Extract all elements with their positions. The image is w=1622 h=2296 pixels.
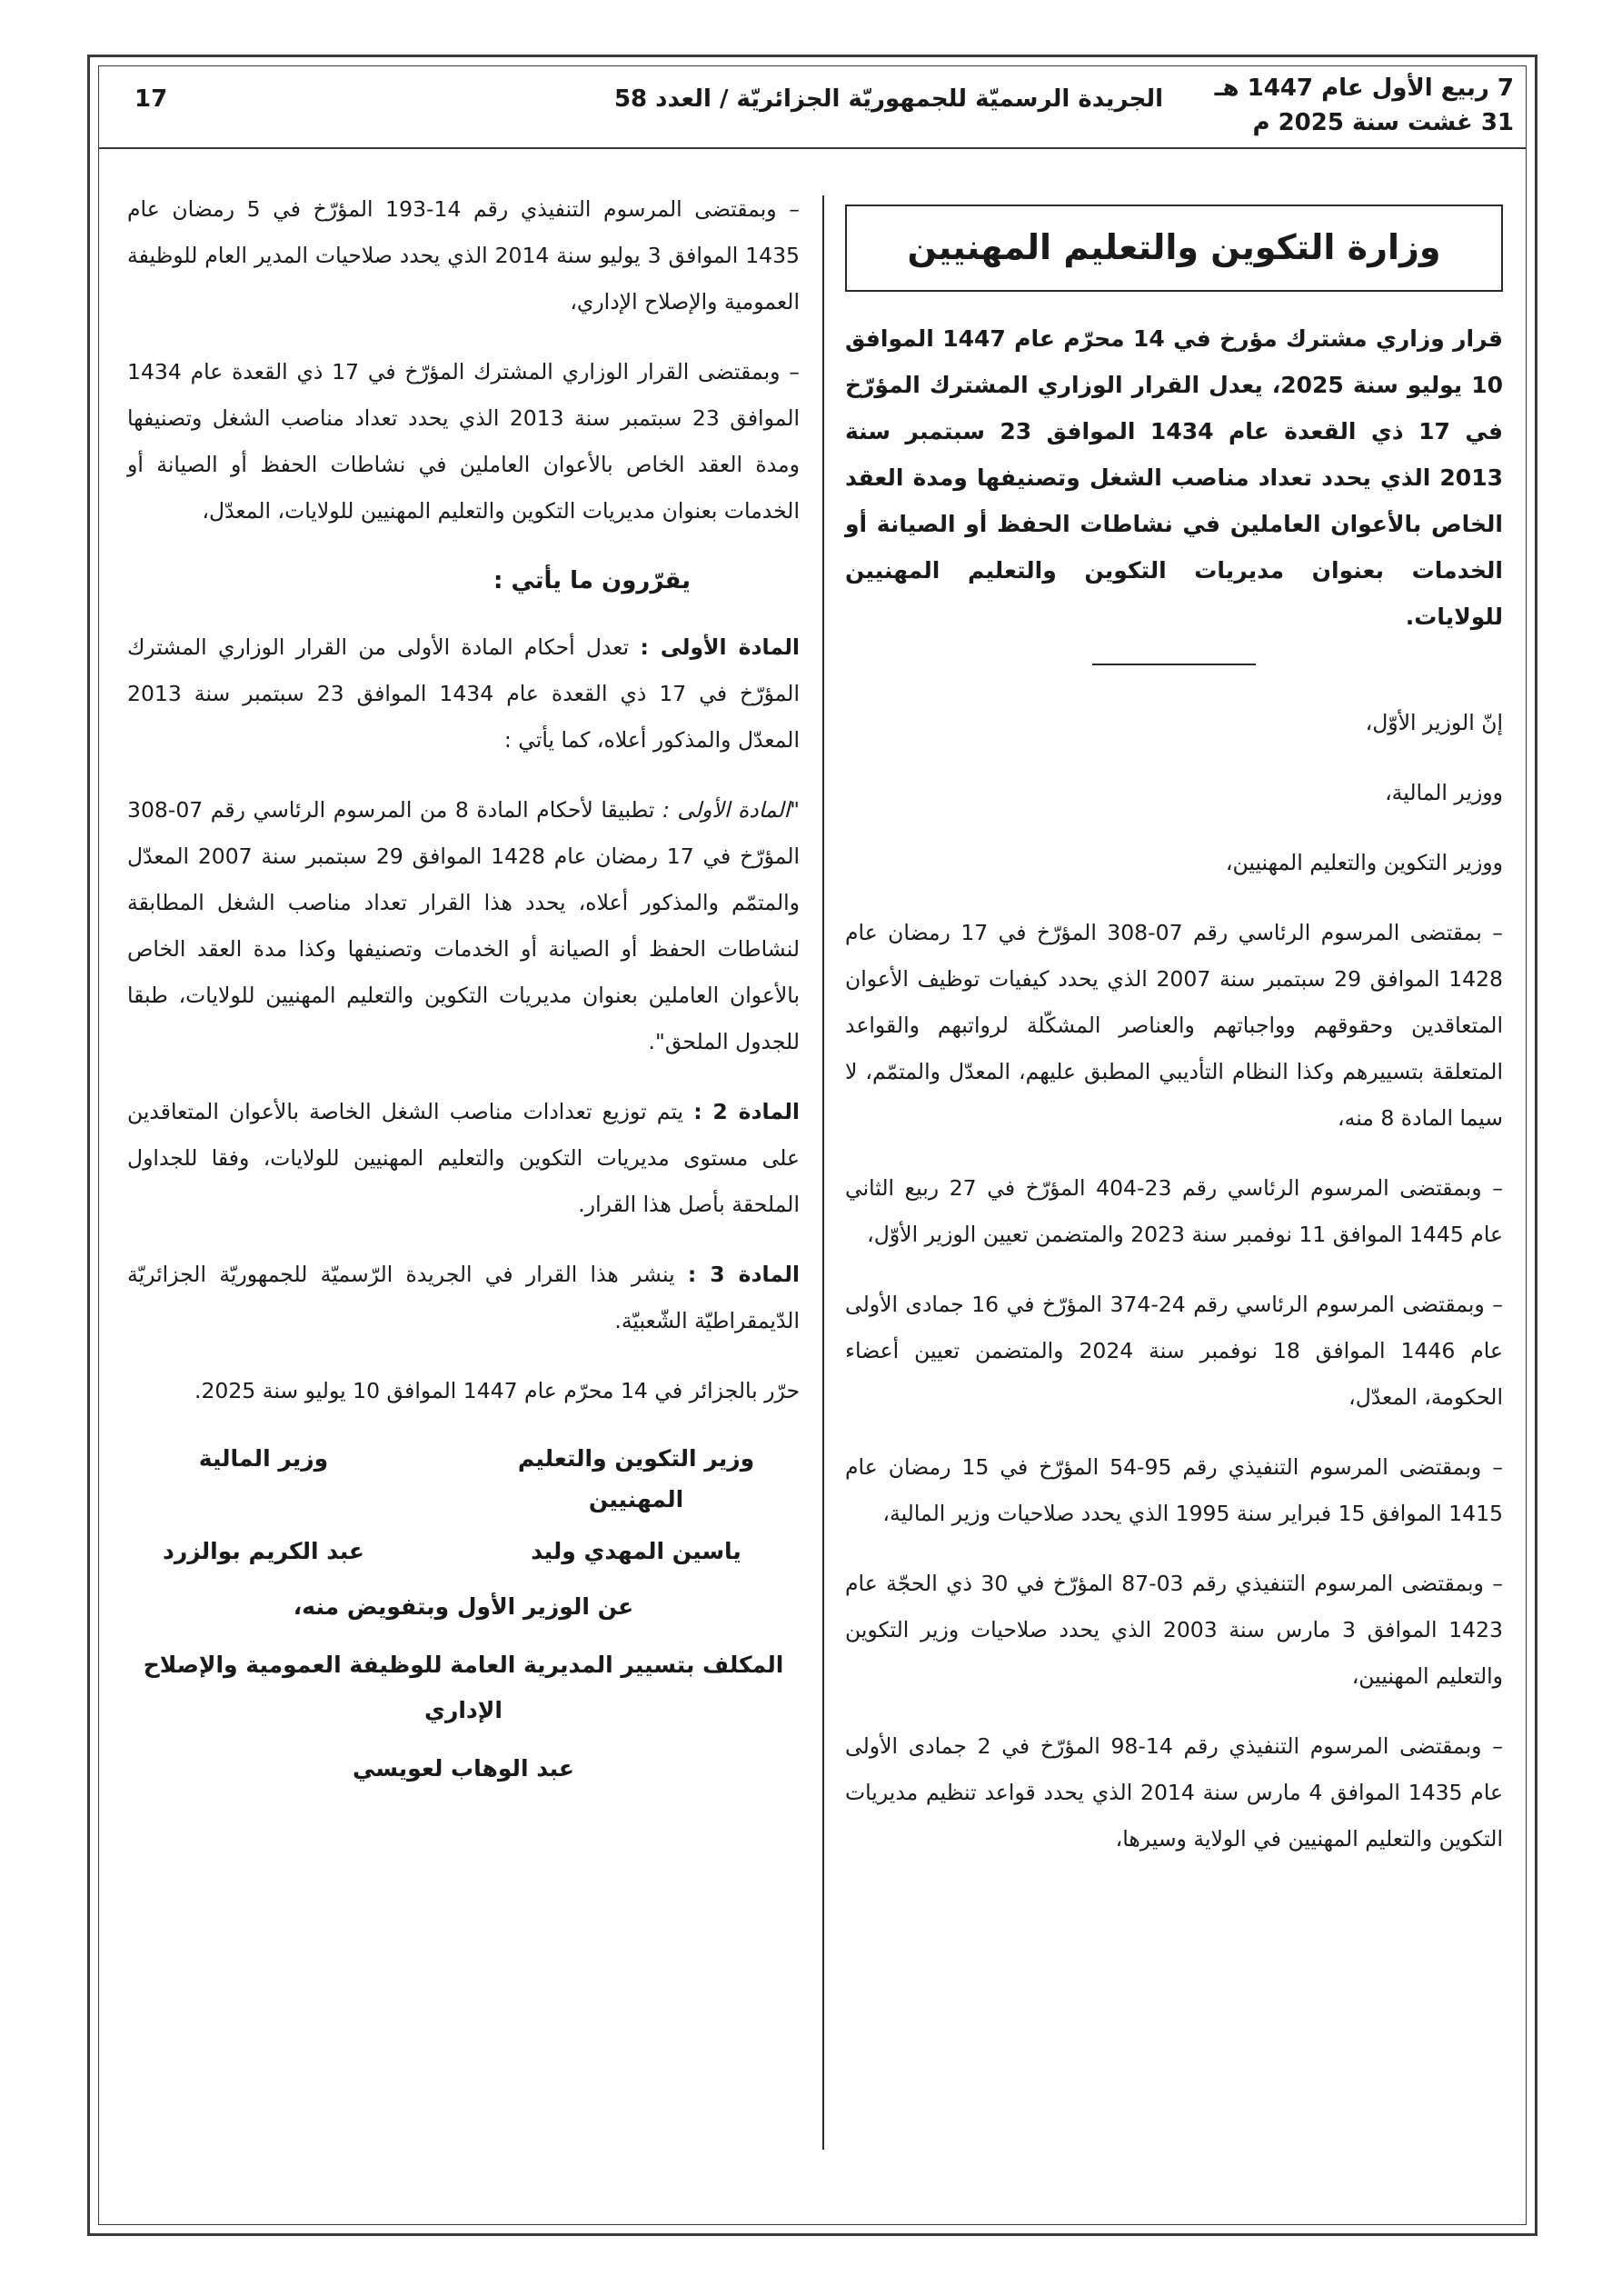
article-1-amended (127, 787, 800, 1065)
signature-titles (127, 1438, 800, 1520)
gazette-header (98, 65, 1527, 149)
visa-paragraph: – وبمقتضى المرسوم الرئاسي رقم 23-404 المؤرّخ في 27 ربيع الثاني عام 1445 الموافق 11 نوفمبر سنة 2023 والمتضمن تعيين الوزير الأوّل، (845, 1175, 1503, 1247)
on-behalf-line: عن الوزير الأول وبتفويض منه، (293, 1593, 634, 1620)
article-1 (127, 624, 800, 764)
visa-paragraph: – وبمقتضى المرسوم التنفيذي رقم 95-54 المؤرّخ في 15 رمضان عام 1415 الموافق 15 فبراير سنة 1995 الذي يحدد صلاحيات وزير المالية، (845, 1454, 1503, 1526)
column-divider (822, 195, 824, 2150)
article-2 (127, 1089, 800, 1228)
visa-paragraph: – وبمقتضى المرسوم التنفيذي رقم 14-98 المؤرّخ في 2 جمادى الأولى عام 1435 الموافق 4 مارس سنة 2014 الذي يحدد قواعد تنظيم مديريات التكوين والتعليم المهنيين في الولاية وسيرها، (845, 1733, 1504, 1852)
header-title: الجريدة الرسميّة للجمهوريّة الجزائريّة / العدد 58 (613, 85, 1164, 113)
page-number: 17 (134, 85, 168, 113)
preamble-finance-minister: ووزير المالية، (1385, 780, 1503, 805)
done-at: حرّر بالجزائر في 14 محرّم عام 1447 الموافق 10 يوليو سنة 2025. (194, 1378, 800, 1403)
visa-paragraph: – بمقتضى المرسوم الرئاسي رقم 07-308 المؤرّخ في 17 رمضان عام 1428 الموافق 29 سبتمبر سنة 2007 الذي يحدد كيفيات توظيف الأعوان المتعاقدين وحقوقهم وواجباتهم والعناصر المشكّلة لرواتبهم والقواعد المتعلقة بتسييرهم وكذا النظام التأديبي المطبق عليهم، المعدّل والمتمّم، لا سيما المادة 8 منه، (845, 920, 1503, 1131)
right-column (845, 186, 1503, 1886)
visa-paragraph: – وبمقتضى المرسوم التنفيذي رقم 03-87 المؤرّخ في 30 ذي الحجّة عام 1423 الموافق 3 مارس سنة 2003 الذي يحدد صلاحيات وزير التكوين والتعليم المهنيين، (845, 1571, 1504, 1689)
article-1-amended-label: "المادة الأولى : (662, 797, 800, 823)
charged-title: المكلف بتسيير المديرية العامة للوظيفة العمومية والإصلاح الإداري (143, 1652, 784, 1723)
article-2-label: المادة 2 : (693, 1099, 800, 1124)
ministry-heading: وزارة التكوين والتعليم المهنيين (845, 205, 1503, 292)
signatory-finance-minister-name: عبد الكريم بوالزرد (163, 1538, 364, 1564)
visa-paragraph: – وبمقتضى المرسوم التنفيذي رقم 14-193 المؤرّخ في 5 رمضان عام 1435 الموافق 3 يوليو سنة 2014 الذي يحدد صلاحيات المدير العام للوظيفة العمومية والإصلاح الإداري، (127, 196, 800, 314)
title-separator (1092, 664, 1256, 665)
article-3 (127, 1252, 800, 1344)
article-2-text: يتم توزيع تعدادات مناصب الشغل الخاصة بالأعوان المتعاقدين على مستوى مديريات التكوين والتعليم المهنيين للولايات، وفقا للجداول الملحقة بأصل هذا القرار. (127, 1099, 800, 1217)
header-date (1215, 71, 1514, 140)
signatory-training-minister-name: ياسين المهدي وليد (531, 1538, 741, 1564)
header-date-gregorian: 31 غشت سنة 2025 م (1252, 109, 1514, 136)
visa-paragraph: – وبمقتضى القرار الوزاري المشترك المؤرّخ في 17 ذي القعدة عام 1434 الموافق 23 سبتمبر سنة 2013 الذي يحدد تعداد مناصب الشغل وتصنيفها ومدة العقد الخاص بالأعوان العاملين في نشاطات الحفظ أو الصيانة أو الخدمات بعنوان مديريات التكوين والتعليم المهنيين للولايات، المعدّل، (127, 359, 801, 524)
signatory-finance-minister-title: وزير المالية (198, 1445, 329, 1472)
article-3-label: المادة 3 : (687, 1262, 800, 1287)
left-column (127, 186, 800, 1792)
decision-title: قرار وزاري مشترك مؤرخ في 14 محرّم عام 1447 الموافق 10 يوليو سنة 2025، يعدل القرار الوزاري المشترك المؤرّخ في 17 ذي القعدة عام 1434 الموافق 23 سبتمبر سنة 2013 الذي يحدد تعداد مناصب الشغل وتصنيفها ومدة العقد الخاص بالأعوان العاملين في نشاطات الحفظ أو الصيانة أو الخدمات بعنوان مديريات التكوين والتعليم المهنيين للولايات. (845, 325, 1503, 630)
decide-heading: يقرّرون ما يأتي : (493, 567, 691, 594)
article-1-amended-text: تطبيقا لأحكام المادة 8 من المرسوم الرئاسي رقم 07-308 المؤرّخ في 17 رمضان عام 1428 الموافق 29 سبتمبر سنة 2007 المعدّل والمتمّم والمذكور أعلاه، يحدد هذا القرار تعداد مناصب الشغل المطابقة لنشاطات الحفظ أو الصيانة أو الخدمات وتصنيفها وكذا مدة العقد الخاص بالأعوان العاملين بعنوان مديريات التكوين والتعليم المهنيين للولايات، طبقا للجدول الملحق". (127, 797, 801, 1054)
visa-paragraph: – وبمقتضى المرسوم الرئاسي رقم 24-374 المؤرّخ في 16 جمادى الأولى عام 1446 الموافق 18 نوفمبر سنة 2024 والمتضمن تعيين أعضاء الحكومة، المعدّل، (845, 1292, 1503, 1410)
signature-names (127, 1531, 800, 1572)
header-date-hijri: 7 ربيع الأول عام 1447 هـ (1214, 75, 1514, 102)
preamble-training-minister: ووزير التكوين والتعليم المهنيين، (1225, 850, 1503, 875)
signatory-training-minister-title: وزير التكوين والتعليم المهنيين (517, 1445, 755, 1512)
final-signatory-name: عبد الوهاب لعويسي (353, 1755, 574, 1782)
article-3-text: ينشر هذا القرار في الجريدة الرّسميّة للجمهوريّة الجزائريّة الدّيمقراطيّة الشّعبيّة. (127, 1262, 800, 1333)
preamble-prime-minister: إنّ الوزير الأوّل، (1365, 710, 1503, 735)
article-1-text: تعدل أحكام المادة الأولى من القرار الوزاري المشترك المؤرّخ في 17 ذي القعدة عام 1434 الموافق 23 سبتمبر سنة 2013 المعدّل والمذكور أعلاه، كما يأتي : (127, 634, 800, 753)
article-1-label: المادة الأولى : (640, 634, 800, 660)
